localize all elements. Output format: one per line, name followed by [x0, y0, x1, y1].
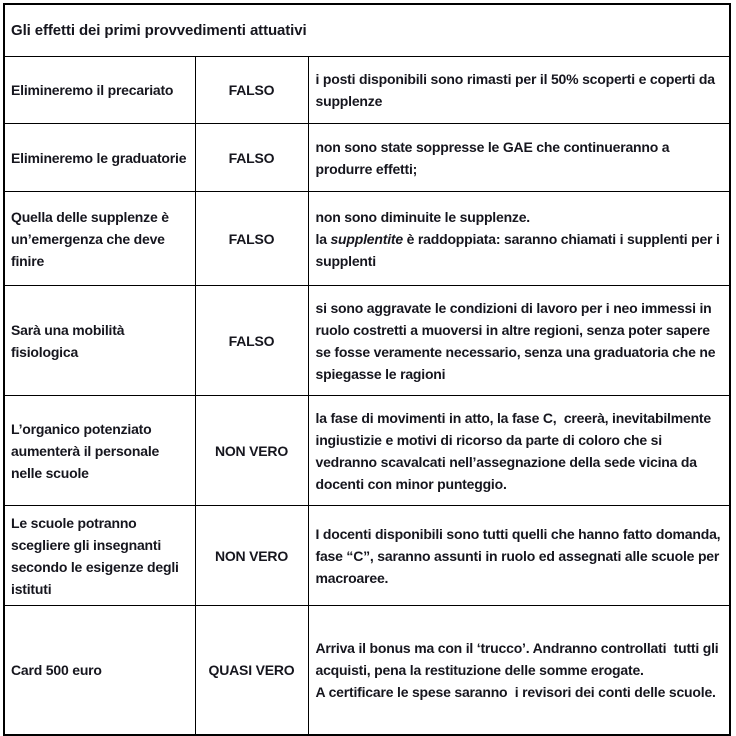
table-row — [4, 606, 730, 735]
verdict-cell: FALSO — [195, 192, 308, 286]
table-row — [4, 192, 730, 286]
claim-cell: L’organico potenziato aumenterà il personale nelle scuole — [4, 396, 195, 506]
explanation-cell — [308, 396, 730, 506]
table-row — [4, 396, 730, 506]
table-row — [4, 57, 730, 124]
verdict-cell: FALSO — [195, 286, 308, 396]
explanation-cell — [308, 57, 730, 124]
verdict-cell: QUASI VERO — [195, 606, 308, 735]
explanation-line — [316, 407, 725, 495]
explanation-line — [316, 297, 725, 385]
explanation-line — [316, 228, 725, 272]
text-segment: si sono aggravate le condizioni di lavoro per i neo immessi in ruolo costretti a muoversi in altre regioni, senza poter sapere se fosse veramente necessario, senza una graduatoria che ne spiegasse le ragioni — [315, 299, 720, 382]
verdict-cell: NON VERO — [195, 506, 308, 606]
text-segment: Arriva il bonus ma con il ‘trucco’. Andranno controllati tutti gli acquisti, pena la restituzione delle somme erogate. — [315, 639, 723, 678]
text-segment: supplentite — [330, 230, 403, 247]
verdict-cell: FALSO — [195, 57, 308, 124]
text-segment: non sono state soppresse le GAE che continueranno a produrre effetti; — [315, 138, 674, 177]
explanation-cell — [308, 124, 730, 192]
explanation-cell — [308, 192, 730, 286]
explanation-cell — [308, 286, 730, 396]
explanation-cell — [308, 606, 730, 735]
text-segment: è raddoppiata: saranno chiamati i supplenti per i supplenti — [315, 230, 724, 269]
claim-cell: Elimineremo il precariato — [4, 57, 195, 124]
verdict-cell: NON VERO — [195, 396, 308, 506]
table-title: Gli effetti dei primi provvedimenti attuativi — [4, 4, 730, 57]
text-segment: A certificare le spese saranno i revisori dei conti delle scuole. — [315, 683, 716, 700]
effects-table — [3, 3, 731, 736]
claim-cell: Sarà una mobilità fisiologica — [4, 286, 195, 396]
explanation-cell — [308, 506, 730, 606]
claim-cell: Le scuole potranno scegliere gli insegnanti secondo le esigenze degli istituti — [4, 506, 195, 606]
text-segment: i posti disponibili sono rimasti per il 50% scoperti e coperti da supplenze — [315, 71, 719, 109]
claim-cell: Card 500 euro — [4, 606, 195, 735]
text-segment: I docenti disponibili sono tutti quelli che hanno fatto domanda, fase “C”, saranno assunti in ruolo ed assegnati alle scuole per macroaree. — [315, 525, 725, 586]
text-segment: la — [315, 230, 331, 247]
explanation-line — [316, 681, 725, 703]
explanation-line — [316, 136, 725, 180]
table-row — [4, 506, 730, 606]
explanation-line — [316, 523, 725, 589]
table-body — [4, 57, 730, 735]
explanation-line — [316, 637, 725, 681]
table-title-row — [4, 4, 730, 57]
table-row — [4, 286, 730, 396]
table-row — [4, 124, 730, 192]
claim-cell: Elimineremo le graduatorie — [4, 124, 195, 192]
explanation-line — [316, 68, 725, 112]
claim-cell: Quella delle supplenze è un’emergenza che deve finire — [4, 192, 195, 286]
text-segment: la fase di movimenti in atto, la fase C, creerà, inevitabilmente ingiustizie e motivi di ricorso da parte di coloro che si vedranno scavalcati nell’assegnazione della sede vicina da docenti con minor punteggio. — [315, 409, 715, 492]
text-segment: non sono diminuite le supplenze. — [315, 208, 530, 225]
explanation-line — [316, 206, 725, 228]
verdict-cell: FALSO — [195, 124, 308, 192]
